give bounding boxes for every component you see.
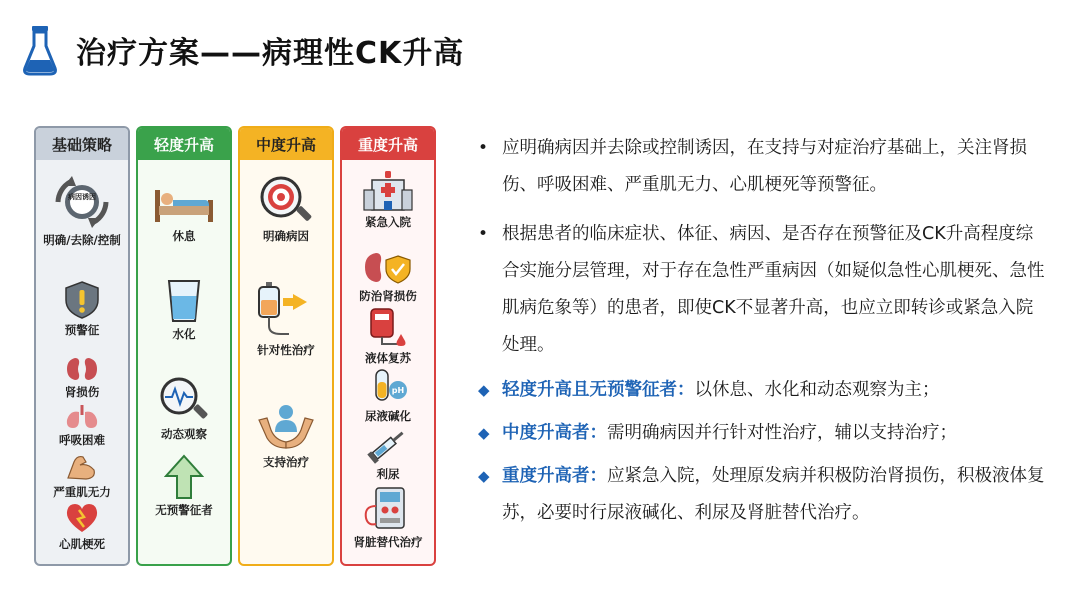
- warning-shield-icon: [60, 280, 104, 320]
- item-warning: [36, 280, 128, 338]
- item-emergency-admission: [342, 168, 434, 230]
- bullet-text: 应明确病因并去除或控制诱因，在支持与对症治疗基础上，关注肾损伤、呼吸困难、严重肌无力、心肌梗死等预警征。: [502, 138, 1027, 195]
- item-label: 紧急入院: [365, 215, 411, 229]
- detail-moderate: [478, 415, 1048, 452]
- syringe-icon: [365, 426, 411, 464]
- detail-mild: [478, 372, 1048, 409]
- item-label: 心肌梗死: [59, 537, 105, 551]
- diamond-icon: ◆: [478, 467, 490, 485]
- item-label: 明确病因: [263, 229, 309, 243]
- item-kidney: [36, 356, 128, 400]
- blood-bag-icon: [365, 306, 411, 348]
- item-label: 针对性治疗: [257, 343, 315, 357]
- item-label: 呼吸困难: [59, 433, 105, 447]
- kidney-shield-icon: [362, 250, 414, 286]
- target-magnifier-icon: [258, 174, 314, 226]
- item-label: 动态观察: [161, 427, 207, 441]
- item-mi: [36, 502, 128, 552]
- item-label: 严重肌无力: [53, 485, 111, 499]
- magnifier-pulse-icon: [157, 374, 211, 424]
- text-panel: [478, 130, 1048, 532]
- item-hydration: [138, 278, 230, 342]
- item-label: 肾脏替代治疗: [353, 535, 423, 549]
- item-label: 明确/去除/控制: [43, 233, 121, 247]
- kidney-icon: [65, 356, 99, 382]
- column-severe: [340, 126, 436, 566]
- item-kidney-protection: [342, 250, 434, 304]
- item-identify-cause: [240, 174, 332, 244]
- item-label: 休息: [172, 229, 196, 243]
- item-breathing: [36, 404, 128, 448]
- bullet-paragraph: [478, 130, 1048, 204]
- detail-severe: [478, 458, 1048, 532]
- lungs-icon: [64, 404, 100, 430]
- diamond-icon: ◆: [478, 381, 490, 399]
- item-monitoring: [138, 374, 230, 442]
- item-label: 尿液碱化: [365, 409, 411, 423]
- item-label: 预警征: [64, 323, 100, 337]
- column-moderate: [238, 126, 334, 566]
- flask-icon: [22, 24, 58, 76]
- item-label: 无预警征者: [155, 503, 213, 517]
- care-hands-icon: [255, 400, 317, 452]
- item-label: 支持治疗: [263, 455, 309, 469]
- item-urine-alkalinization: [342, 368, 434, 424]
- detail-text: 以休息、水化和动态观察为主；: [694, 380, 940, 400]
- detail-label: 中度升高者：: [502, 423, 607, 443]
- column-basic-strategy: [34, 126, 130, 566]
- column-header: 基础策略: [36, 128, 128, 160]
- detail-text: 需明确病因并行针对性治疗，辅以支持治疗；: [607, 423, 957, 443]
- iv-drip-icon: [253, 280, 319, 340]
- bullet-paragraph: [478, 216, 1048, 364]
- column-header: 轻度升高: [138, 128, 230, 160]
- water-glass-icon: [164, 278, 204, 324]
- detail-text: 应紧急入院，处理原发病并积极防治肾损伤，积极液体复苏，必要时行尿液碱化、利尿及肾脏替代治疗。: [502, 466, 1045, 523]
- item-targeted-therapy: [240, 280, 332, 358]
- item-label: 防治肾损伤: [359, 289, 417, 303]
- arrow-up-icon: [164, 454, 204, 500]
- gear-text: 病因诱因: [68, 193, 96, 201]
- column-header: 重度升高: [342, 128, 434, 160]
- bullet-dot: •: [478, 224, 489, 244]
- bed-rest-icon: [151, 182, 217, 226]
- diamond-icon: ◆: [478, 424, 490, 442]
- ph-text: pH: [391, 386, 405, 395]
- page-title: 治疗方案——病理性CK升高: [76, 36, 465, 71]
- bullet-text: 根据患者的临床症状、体征、病因、是否存在预警征及CK升高程度综合实施分层管理，对于存在急性严重病因（如疑似急性心肌梗死、急性肌病危象等）的患者，即使CK不显著升高，也应立即转诊或紧急入院处理。: [502, 224, 1045, 355]
- muscle-arm-icon: [64, 452, 100, 482]
- item-label: 利尿: [376, 467, 400, 481]
- item-label: 肾损伤: [64, 385, 100, 399]
- column-mild: [136, 126, 232, 566]
- column-header: 中度升高: [240, 128, 332, 160]
- item-rest: [138, 182, 230, 244]
- item-diuresis: [342, 426, 434, 482]
- heart-attack-icon: [64, 502, 100, 534]
- detail-label: 轻度升高且无预警征者：: [502, 380, 695, 400]
- detail-label: 重度升高者：: [502, 466, 607, 486]
- header: [22, 20, 464, 80]
- item-no-warning: [138, 454, 230, 518]
- dialysis-machine-icon: [362, 484, 414, 532]
- item-fluid-resuscitation: [342, 306, 434, 366]
- hospital-icon: [362, 168, 414, 212]
- item-label: 液体复苏: [365, 351, 411, 365]
- gear-cycle-icon: [50, 172, 114, 230]
- item-muscle: [36, 452, 128, 500]
- item-supportive: [240, 400, 332, 470]
- test-tube-ph-icon: [366, 368, 410, 406]
- strategy-columns: [34, 126, 436, 568]
- item-label: 水化: [172, 327, 196, 341]
- item-renal-replacement: [342, 484, 434, 550]
- item-cause-control: [36, 172, 128, 248]
- bullet-dot: •: [478, 138, 489, 158]
